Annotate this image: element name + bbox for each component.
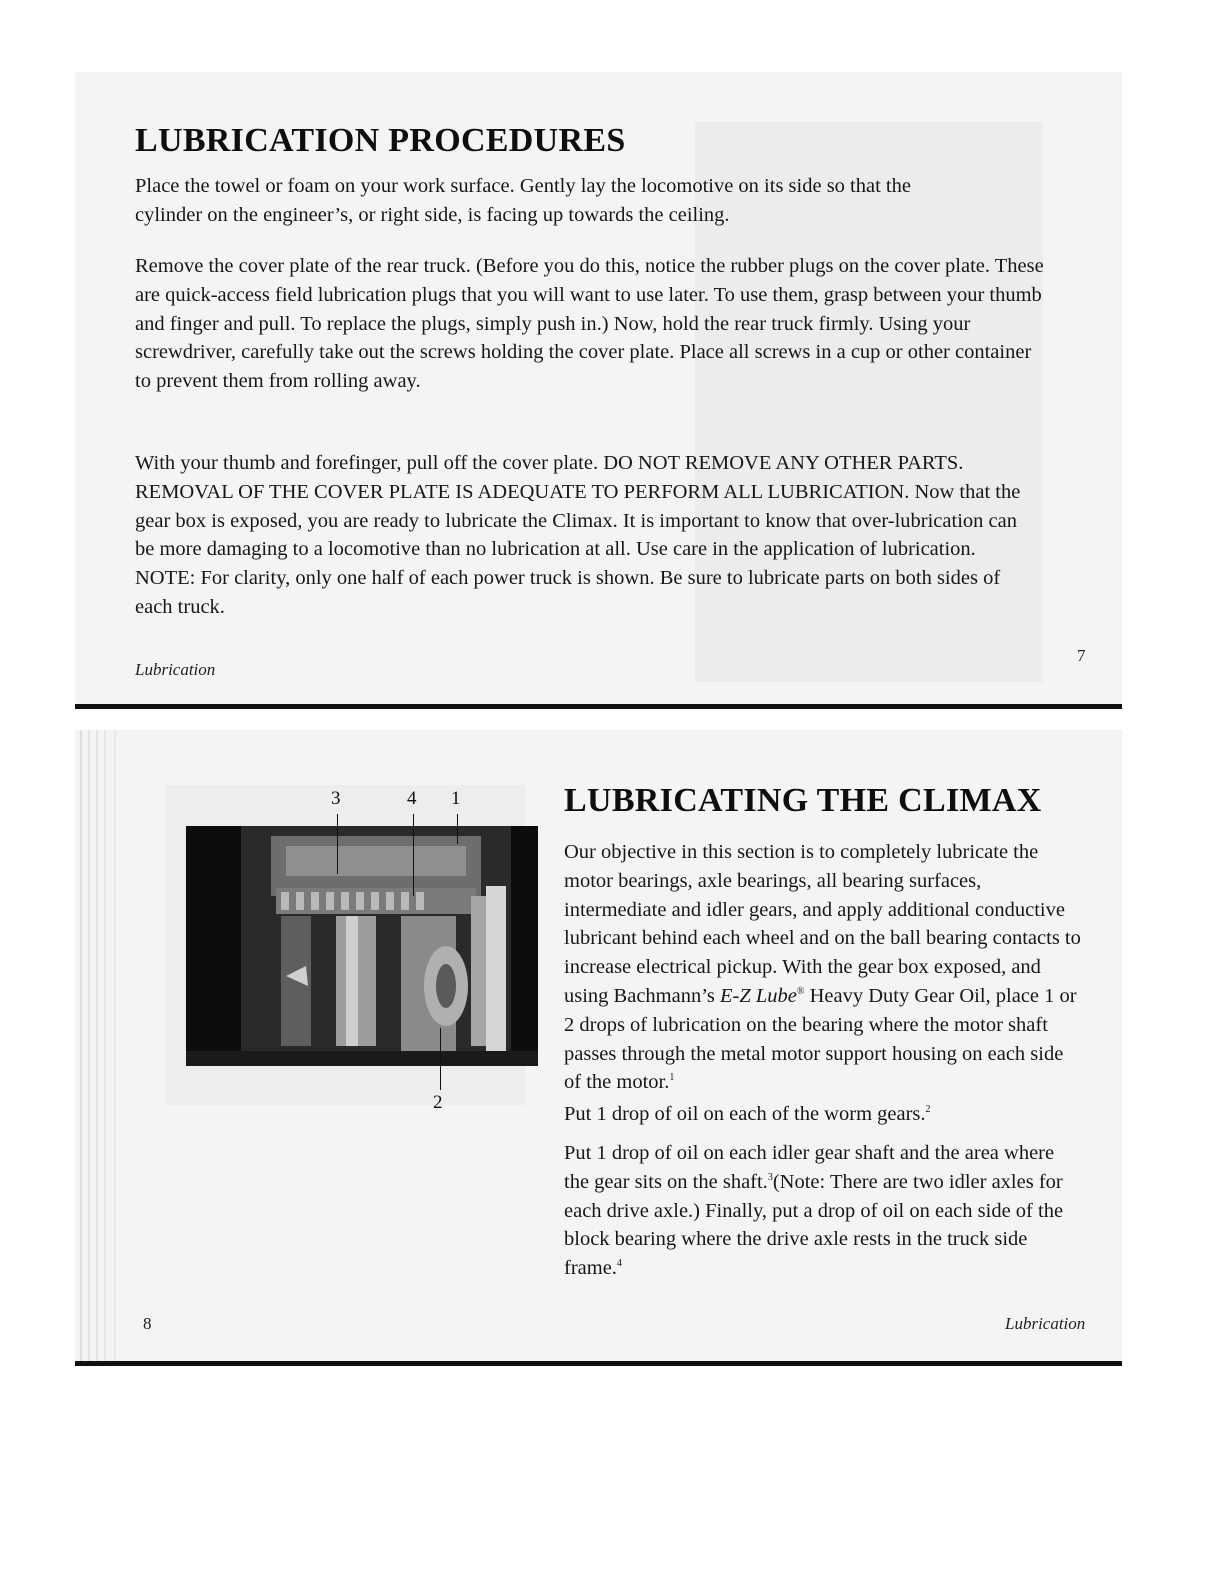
- paragraph-setup: Place the towel or foam on your work surface. Gently lay the locomotive on its side so that the cylinder on the engineer’s, or right side, is facing up towards the ceiling.: [135, 175, 911, 226]
- gearbox-photo: [186, 826, 538, 1066]
- objective-text-start: Our objective in this section is to completely lubricate the motor bearings, axle bearings, all bearing surfaces, intermediate and idler gears, and apply additional conductive lubricant behind each wheel and on the ball bearing contacts to increase electrical pickup. With the gear box exposed, and using Bachmann’s: [564, 841, 1081, 1007]
- idler-text-end: (Note: There are two idler axles for each drive axle.) Finally, put a drop of oil on each side of the block bearing where the drive axle rests in the truck side frame.: [564, 1170, 1064, 1280]
- paragraph-caution: With your thumb and forefinger, pull off the cover plate. DO NOT REMOVE ANY OTHER PARTS. REMOVAL OF THE COVER PLATE IS ADEQUATE TO PERFORM ALL LUBRICATION. Now that the gear box is exposed, you are ready to lubricate the Climax. It is important to know that over-lubrication can be more damaging to a locomotive than no lubrication at all. Use care in the application of lubrication. NOTE: For clarity, only one half of each power truck is shown. Be sure to lubricate parts on both sides of each truck.: [135, 452, 1021, 618]
- stacked-page-edges: [75, 730, 125, 1366]
- callout-line-1: [457, 814, 458, 844]
- paragraph-objective: [564, 838, 1084, 1097]
- manual-page-7: [75, 72, 1122, 709]
- footnote-ref-4: 4: [616, 1258, 622, 1270]
- callout-line-4: [413, 814, 414, 896]
- callout-line-3: [337, 814, 338, 874]
- callout-label-1: 1: [451, 788, 461, 809]
- product-name: E-Z Lube: [720, 984, 797, 1007]
- page-number: 7: [1077, 646, 1086, 665]
- page-bottom-rule: [75, 1361, 1122, 1366]
- idler-text-start: Put 1 drop of oil on each idler gear shaft and the area where the gear sits on the shaft.: [564, 1142, 1055, 1193]
- gearbox-illustration: [186, 826, 538, 1066]
- footnote-ref-2: 2: [925, 1104, 931, 1115]
- manual-page-8: [75, 730, 1122, 1366]
- footnote-ref-1: 1: [669, 1072, 675, 1084]
- callout-label-2: 2: [433, 1092, 443, 1113]
- callout-label-3: 3: [331, 788, 341, 809]
- footer-section-label: Lubrication: [1005, 1314, 1086, 1333]
- paragraph-idler-gears: [564, 1139, 1084, 1283]
- objective-text-end: Heavy Duty Gear Oil, place 1 or 2 drops of lubrication on the bearing where the motor shaft passes through the metal motor support housing on each side of the motor.: [564, 984, 1077, 1094]
- paragraph-remove-cover: Remove the cover plate of the rear truck. (Before you do this, notice the rubber plugs on the cover plate. These are quick-access field lubrication plugs that you will want to use later. To use them, grasp between your thumb and finger and pull. To replace the plugs, simply push in.) Now, hold the rear truck firmly. Using your screwdriver, carefully take out the screws holding the cover plate. Place all screws in a cup or other container to prevent them from rolling away.: [135, 255, 1044, 393]
- callout-line-2: [440, 1028, 441, 1090]
- callout-label-4: 4: [407, 788, 417, 809]
- worm-gears-text: Put 1 drop of oil on each of the worm gears.: [564, 1103, 926, 1125]
- page-bottom-rule: [75, 704, 1122, 709]
- footer-section-label: Lubrication: [135, 660, 216, 679]
- registered-mark: ®: [796, 985, 805, 997]
- paragraph-worm-gears: [564, 1100, 1084, 1129]
- page-title: LUBRICATION PROCEDURES: [135, 122, 626, 159]
- page-number: 8: [143, 1314, 152, 1333]
- page-title: LUBRICATING THE CLIMAX: [564, 782, 1042, 819]
- footnote-ref-3: 3: [767, 1171, 773, 1183]
